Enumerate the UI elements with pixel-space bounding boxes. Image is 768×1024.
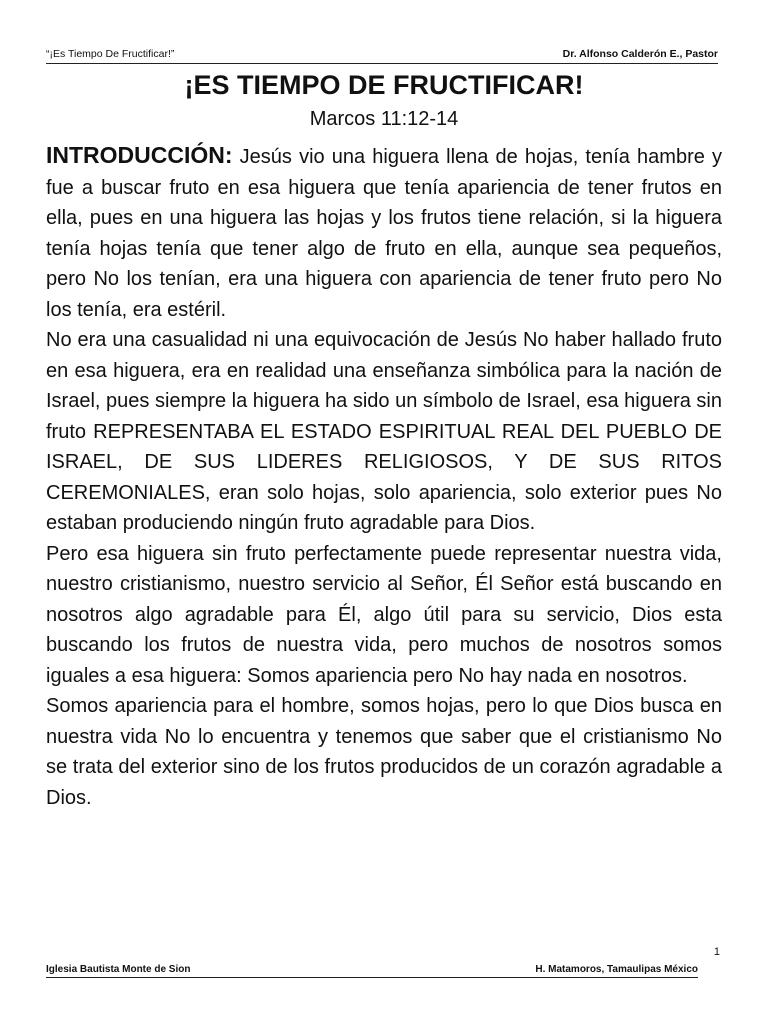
page-header (46, 47, 718, 64)
intro-label: INTRODUCCIÓN: (46, 142, 233, 168)
paragraph-intro (46, 140, 722, 325)
header-author: Dr. Alfonso Calderón E., Pastor (562, 48, 718, 60)
paragraph: No era una casualidad ni una equivocación de Jesús No haber hallado fruto en esa higuera, era en realidad una enseñanza simbólica para la nación de Israel, pues siempre la higuera ha sido un símbolo de Israel, esa higuera sin fruto REPRESENTABA EL ESTADO ESPIRITUAL REAL DEL PUEBLO DE ISRAEL, DE SUS LIDERES RELIGIOSOS, Y DE SUS RITOS CEREMONIALES, eran solo hojas, solo apariencia, solo exterior pues No estaban produciendo ningún fruto agradable para Dios. (46, 329, 722, 534)
header-sermon-title: “¡Es Tiempo De Fructificar!” (46, 48, 175, 60)
paragraph: Pero esa higuera sin fruto perfectamente puede representar nuestra vida, nuestro cristianismo, nuestro servicio al Señor, Él Señor está buscando en nosotros algo agradable para Él, algo útil para su servicio, Dios esta buscando los frutos de nuestra vida, pero muchos de nosotros somos iguales a esa higuera: Somos apariencia pero No hay nada en nosotros. (46, 542, 722, 687)
scripture-reference: Marcos 11:12-14 (309, 108, 459, 130)
document-title: ¡ES TIEMPO DE FRUCTIFICAR! (184, 70, 584, 100)
footer-church: Iglesia Bautista Monte de Sion (46, 964, 191, 975)
document-body (46, 140, 722, 813)
paragraph-text: Jesús vio una higuera llena de hojas, tenía hambre y fue a buscar fruto en esa higuera que tenía apariencia de tener frutos en ella, pues en una higuera las hojas y los frutos tiene relación, si la higuera tenía hojas tenía que tener algo de fruto en ella, aunque sea pequeños, pero No los tenían, era una higuera con apariencia de tener fruto pero No los tenía, era estéril. (46, 146, 722, 321)
footer-location: H. Matamoros, Tamaulipas México (535, 964, 698, 975)
page-footer (46, 963, 698, 978)
page-number: 1 (713, 946, 720, 958)
paragraph: Somos apariencia para el hombre, somos hojas, pero lo que Dios busca en nuestra vida No lo encuentra y tenemos que saber que el cristianismo No se trata del exterior sino de los frutos producidos de un corazón agradable a Dios. (46, 695, 722, 809)
